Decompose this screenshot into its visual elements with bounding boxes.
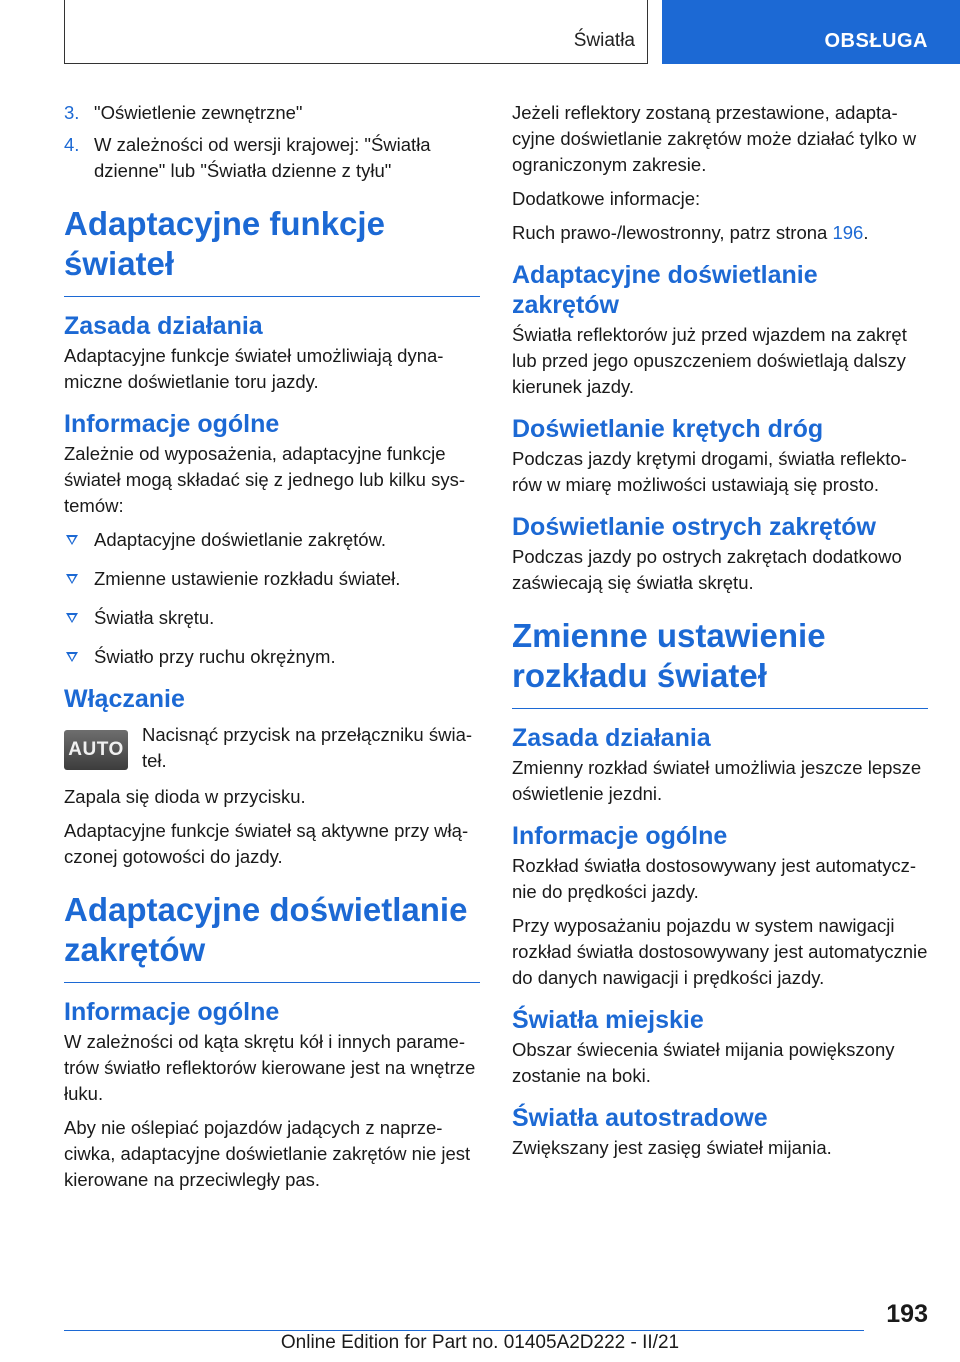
auto-instruction (64, 722, 480, 774)
heading-adaptive-functions: Adaptacyjne funkcje świateł (64, 204, 480, 297)
numbered-list (64, 100, 480, 184)
ruch-text: Ruch prawo-/lewostronny, patrz strona (512, 222, 833, 243)
header-section-box (64, 0, 648, 64)
triangle-bullet-icon (66, 574, 78, 584)
paragraph-info-right-2: Przy wyposażaniu pojazdu w system nawigacji rozkład światła dostosowywany jest automatycznie do danych nawigacji i prędkości jazdy. (512, 915, 928, 988)
header-chapter-title: OBSŁUGA (824, 30, 928, 52)
ruch-end: . (863, 222, 869, 243)
paragraph-zasada-right: Zmienny rozkład świateł umożliwia jeszcze lepsze oświetlenie jezdni. (512, 757, 922, 804)
paragraph-zapala: Zapala się dioda w przycisku. (64, 786, 306, 807)
heading-info-2: Informacje ogólne (64, 998, 280, 1026)
heading-wlaczanie: Włączanie (64, 685, 185, 713)
paragraph-autostrad: Zwiększany jest zasięg świateł mijania. (512, 1137, 832, 1158)
heading-sharp-bends: Doświetlanie ostrych zakrętów (512, 513, 877, 541)
heading-zasada: Zasada działania (64, 312, 263, 340)
heading-adaptive-cornering: Adaptacyjne doświetlanie zakrętów (64, 890, 480, 983)
paragraph-info: Zależnie od wyposażenia, adaptacyjne funkcje świateł mogą składać się z jednego lub kilku systemów: (64, 443, 466, 516)
heading-variable-distribution: Zmienne ustawienie rozkładu świateł (512, 616, 928, 709)
bullet-text: Światła skrętu. (94, 607, 215, 628)
heading-info-right: Informacje ogólne (512, 822, 728, 850)
heading-winding-roads: Doświetlanie krętych dróg (512, 415, 824, 443)
bullet-item (64, 605, 480, 631)
list-item-text: "Oświetlenie zewnętrzne" (94, 102, 303, 123)
heading-zasada-right: Zasada działania (512, 724, 711, 752)
list-item-text: W zależności od wersji krajowej: "Światła dzienne" lub "Światła dzienne z tyłu" (94, 134, 431, 181)
paragraph-info-2b: Aby nie oślepiać pojazdów jadących z naprzeciwka, adaptacyjne doświetlanie zakrętów nie jest kierowane na przeciwległy pas. (64, 1117, 471, 1190)
heading-city-lights: Światła miejskie (512, 1006, 704, 1034)
heading-info: Informacje ogólne (64, 410, 280, 438)
list-item (64, 132, 480, 184)
paragraph-info-2a: W zależności od kąta skrętu kół i innych parametrów światło reflektorów kierowane jest na wnętrze łuku. (64, 1031, 476, 1104)
paragraph-ruch (512, 220, 928, 246)
list-item (64, 100, 480, 126)
triangle-bullet-icon (66, 652, 78, 662)
paragraph-reflektory: Jeżeli reflektory zostaną przestawione, adaptacyjne doświetlanie zakrętów może działać tylko w ograniczonym zakresie. (512, 102, 917, 175)
paragraph-aktywne: Adaptacyjne funkcje świateł są aktywne przy włączonej gotowości do jazdy. (64, 820, 469, 867)
bullet-item (64, 527, 480, 553)
header-section-title: Światła (573, 30, 635, 51)
paragraph-dodatkowe: Dodatkowe informacje: (512, 188, 701, 209)
paragraph-ostrych: Podczas jazdy po ostrych zakrętach dodatkowo zaświecają się światła skrętu. (512, 546, 902, 593)
bullet-text: Zmienne ustawienie rozkładu świateł. (94, 568, 401, 589)
triangle-bullet-icon (66, 613, 78, 623)
left-column (64, 100, 480, 1201)
right-column (512, 100, 928, 1169)
paragraph-adapt: Światła reflektorów już przed wjazdem na zakręt lub przed jego opuszczeniem doświetlają dalszy kierunek jazdy. (512, 324, 907, 397)
heading-motorway-lights: Światła autostradowe (512, 1104, 768, 1132)
paragraph-nacisnac: Nacisnąć przycisk na przełączniku świateł. (142, 724, 473, 771)
bullet-list (64, 527, 480, 670)
page-196-link[interactable]: 196 (832, 222, 864, 243)
list-item-number: 4. (64, 134, 80, 155)
bullet-item (64, 644, 480, 670)
paragraph-zasada: Adaptacyjne funkcje świateł umożliwiają dynamiczne doświetlanie toru jazdy. (64, 345, 444, 392)
page-number: 193 (886, 1300, 928, 1328)
list-item-number: 3. (64, 102, 80, 123)
paragraph-kretych: Podczas jazdy krętymi drogami, światła reflektorów w miarę możliwości ustawiają się prosto. (512, 448, 907, 495)
auto-button-icon: AUTO (64, 730, 128, 770)
paragraph-miejskie: Obszar świecenia świateł mijania powiększony zostanie na boki. (512, 1039, 895, 1086)
triangle-bullet-icon (66, 535, 78, 545)
bullet-text: Światło przy ruchu okrężnym. (94, 646, 336, 667)
paragraph-info-right-1: Rozkład światła dostosowywany jest automatycznie do prędkości jazdy. (512, 855, 917, 902)
bullet-item (64, 566, 480, 592)
header-chapter-tab (662, 0, 960, 64)
footer-edition (0, 1332, 960, 1354)
footer-divider (64, 1330, 864, 1331)
heading-adaptive-cornering-sub: Adaptacyjne doświetlanie zakrętów (512, 261, 818, 319)
footer-edition-text: Online Edition for Part no. 01405A2D222 - II/21 (280, 1332, 680, 1353)
bullet-text: Adaptacyjne doświetlanie zakrętów. (94, 529, 387, 550)
